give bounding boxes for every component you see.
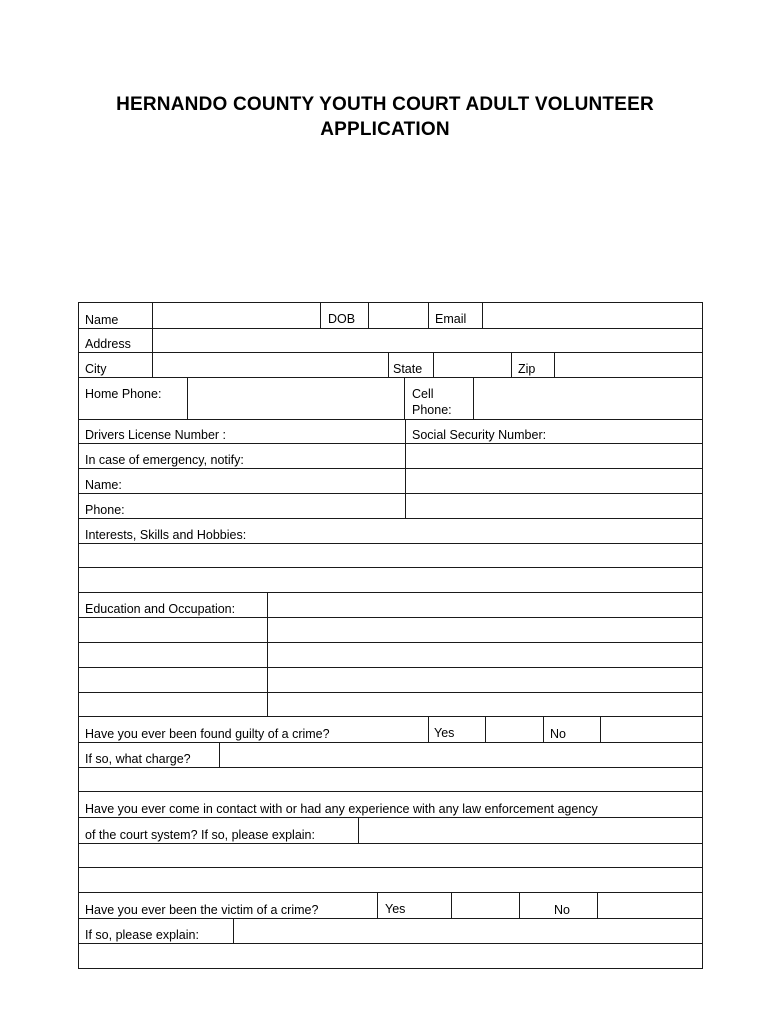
row-divider (78, 443, 703, 444)
victim-explain-label: If so, please explain: (85, 928, 199, 942)
name-field[interactable] (153, 303, 319, 328)
address-field[interactable] (153, 329, 701, 352)
state-field[interactable] (434, 353, 510, 377)
law-question-line2: of the court system? If so, please explain: (85, 828, 315, 842)
form-border-right (702, 302, 703, 969)
dob-field[interactable] (369, 303, 427, 328)
cell-divider (428, 302, 429, 328)
cell-phone-label-line2: Phone: (412, 403, 452, 417)
cell-divider (404, 377, 405, 419)
application-form (78, 302, 703, 969)
title-line-2: APPLICATION (320, 119, 450, 140)
zip-label: Zip (518, 362, 536, 376)
form-border-left (78, 302, 79, 969)
court-explain-field[interactable] (359, 818, 701, 892)
email-field[interactable] (483, 303, 701, 328)
education-label: Education and Occupation: (85, 602, 236, 616)
cell-divider (320, 302, 321, 328)
city-label: City (85, 362, 107, 376)
guilty-no-box[interactable] (601, 717, 701, 742)
victim-yes-box[interactable] (452, 893, 518, 918)
interests-field[interactable] (79, 544, 701, 592)
cell-divider (543, 716, 544, 742)
form-border-bottom (78, 968, 703, 969)
title-line-1: HERNANDO COUNTY YOUTH COURT ADULT VOLUNTEER (116, 94, 654, 115)
cell-divider (377, 892, 378, 918)
cell-divider (519, 892, 520, 918)
interests-label: Interests, Skills and Hobbies: (85, 528, 247, 542)
home-phone-label: Home Phone: (85, 387, 162, 401)
email-label: Email (435, 312, 467, 326)
cell-phone-field[interactable] (474, 378, 701, 419)
charge-label: If so, what charge? (85, 752, 191, 766)
victim-explain-field[interactable] (234, 919, 701, 968)
guilty-yes-label: Yes (434, 726, 455, 740)
cell-divider (511, 352, 512, 377)
state-label: State (393, 362, 423, 376)
home-phone-field[interactable] (188, 378, 403, 419)
victim-yes-label: Yes (385, 902, 406, 916)
ssn-label: Social Security Number: (412, 428, 547, 442)
guilty-yes-box[interactable] (486, 717, 542, 742)
emergency-label: In case of emergency, notify: (85, 453, 244, 467)
drivers-license-field[interactable] (79, 420, 404, 443)
zip-field[interactable] (555, 353, 701, 377)
emergency-name-field[interactable] (406, 469, 701, 493)
page-title (0, 92, 770, 142)
ssn-field[interactable] (406, 420, 701, 443)
emergency-phone-field[interactable] (406, 494, 701, 518)
emergency-name-label: Name: (85, 478, 122, 492)
name-label: Name (85, 313, 119, 327)
drivers-license-label: Drivers License Number : (85, 428, 227, 442)
emergency-phone-label: Phone: (85, 503, 125, 517)
education-field[interactable] (268, 593, 701, 716)
victim-no-label: No (554, 903, 570, 917)
city-field[interactable] (153, 353, 387, 377)
guilty-no-label: No (550, 727, 566, 741)
address-label: Address (85, 337, 131, 351)
row-divider (78, 518, 703, 519)
victim-no-box[interactable] (598, 893, 701, 918)
victim-question-label: Have you ever been the victim of a crime? (85, 903, 319, 917)
dob-label: DOB (328, 312, 356, 326)
guilty-question-label: Have you ever been found guilty of a crime? (85, 727, 330, 741)
row-divider (78, 791, 703, 792)
charge-field[interactable] (220, 743, 701, 791)
cell-divider (388, 352, 389, 377)
law-question-line1: Have you ever come in contact with or had any experience with any law enforcement agency (85, 802, 598, 816)
cell-phone-label-line1: Cell (412, 387, 434, 401)
cell-divider (428, 716, 429, 742)
